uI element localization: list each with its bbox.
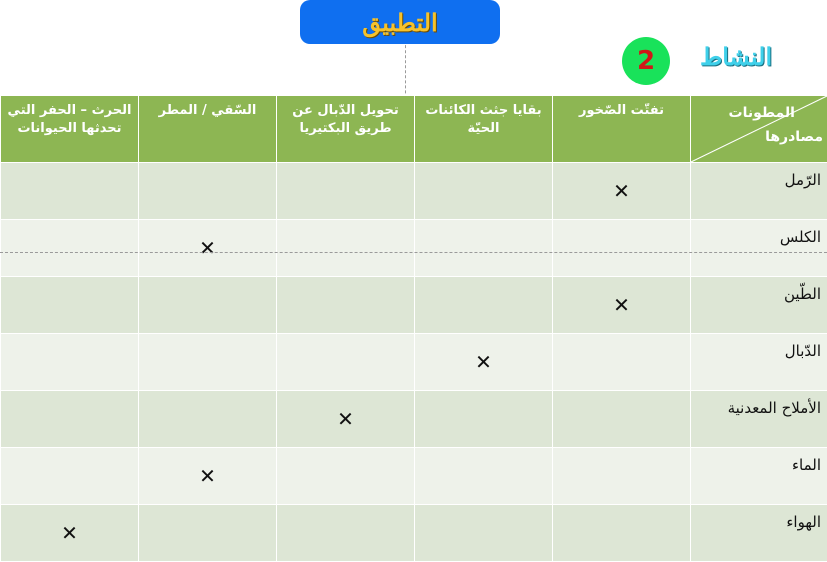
column-header: السّقي / المطر (139, 96, 277, 163)
cross-mark: ✕ (199, 236, 216, 260)
table-cell (139, 220, 277, 277)
row-label: الرّمل (691, 163, 827, 220)
row-label: الطّين (691, 277, 827, 334)
horizontal-guide-line (0, 252, 827, 253)
column-header: تفتّت الصّخور (553, 96, 691, 163)
cross-mark: ✕ (61, 521, 78, 545)
table-cell (277, 505, 415, 562)
table-cell (553, 220, 691, 277)
cross-mark: ✕ (613, 293, 630, 317)
table-cell (277, 448, 415, 505)
activity-label: النشاط (700, 42, 772, 71)
table-row (1, 163, 827, 220)
table-cell (415, 334, 553, 391)
cross-mark: ✕ (199, 464, 216, 488)
table-cell (139, 505, 277, 562)
table-cell (1, 448, 139, 505)
table-cell (553, 163, 691, 220)
table-cell (415, 277, 553, 334)
table-row (1, 505, 827, 562)
table-cell (1, 277, 139, 334)
table-cell (277, 277, 415, 334)
row-label: الكلس (691, 220, 827, 277)
table-cell (1, 220, 139, 277)
row-label: الهواء (691, 505, 827, 562)
column-header: تحويل الدّبال عن طريق البكتيريا (277, 96, 415, 163)
table-cell (139, 334, 277, 391)
table-header-row (1, 96, 827, 163)
table-cell (415, 391, 553, 448)
table-cell (415, 448, 553, 505)
table-cell (415, 163, 553, 220)
table-cell (277, 163, 415, 220)
row-label: الماء (691, 448, 827, 505)
table-cell (553, 277, 691, 334)
column-header: بقايا جثث الكائنات الحيّة (415, 96, 553, 163)
table-cell (415, 505, 553, 562)
table-cell (1, 505, 139, 562)
table-cell (277, 391, 415, 448)
corner-bottom-label: مصادرها (765, 128, 823, 146)
table-cell (1, 163, 139, 220)
column-header: الحرث – الحفر التي تحدثها الحيوانات (1, 96, 139, 163)
row-label: الدّبال (691, 334, 827, 391)
soil-components-table (0, 95, 827, 562)
table-cell (277, 220, 415, 277)
table-cell (553, 505, 691, 562)
table-row (1, 220, 827, 277)
table-cell (139, 448, 277, 505)
table-row (1, 391, 827, 448)
row-label: الأملاح المعدنية (691, 391, 827, 448)
table-cell (553, 448, 691, 505)
activity-number-badge (622, 37, 670, 85)
table-cell (1, 391, 139, 448)
table-cell (553, 334, 691, 391)
table-row (1, 334, 827, 391)
table-cell (139, 277, 277, 334)
page-title: التطبيق (362, 8, 437, 37)
table-cell (415, 220, 553, 277)
table-cell (553, 391, 691, 448)
cross-mark: ✕ (337, 407, 354, 431)
table-cell (1, 334, 139, 391)
table-row (1, 277, 827, 334)
corner-top-label: المطونات (729, 104, 795, 122)
cross-mark: ✕ (475, 350, 492, 374)
table-cell (277, 334, 415, 391)
cross-mark: ✕ (613, 179, 630, 203)
table-row (1, 448, 827, 505)
table-cell (139, 163, 277, 220)
corner-header (691, 96, 827, 163)
table-cell (139, 391, 277, 448)
title-banner (300, 0, 500, 44)
activity-number: 2 (637, 46, 655, 76)
